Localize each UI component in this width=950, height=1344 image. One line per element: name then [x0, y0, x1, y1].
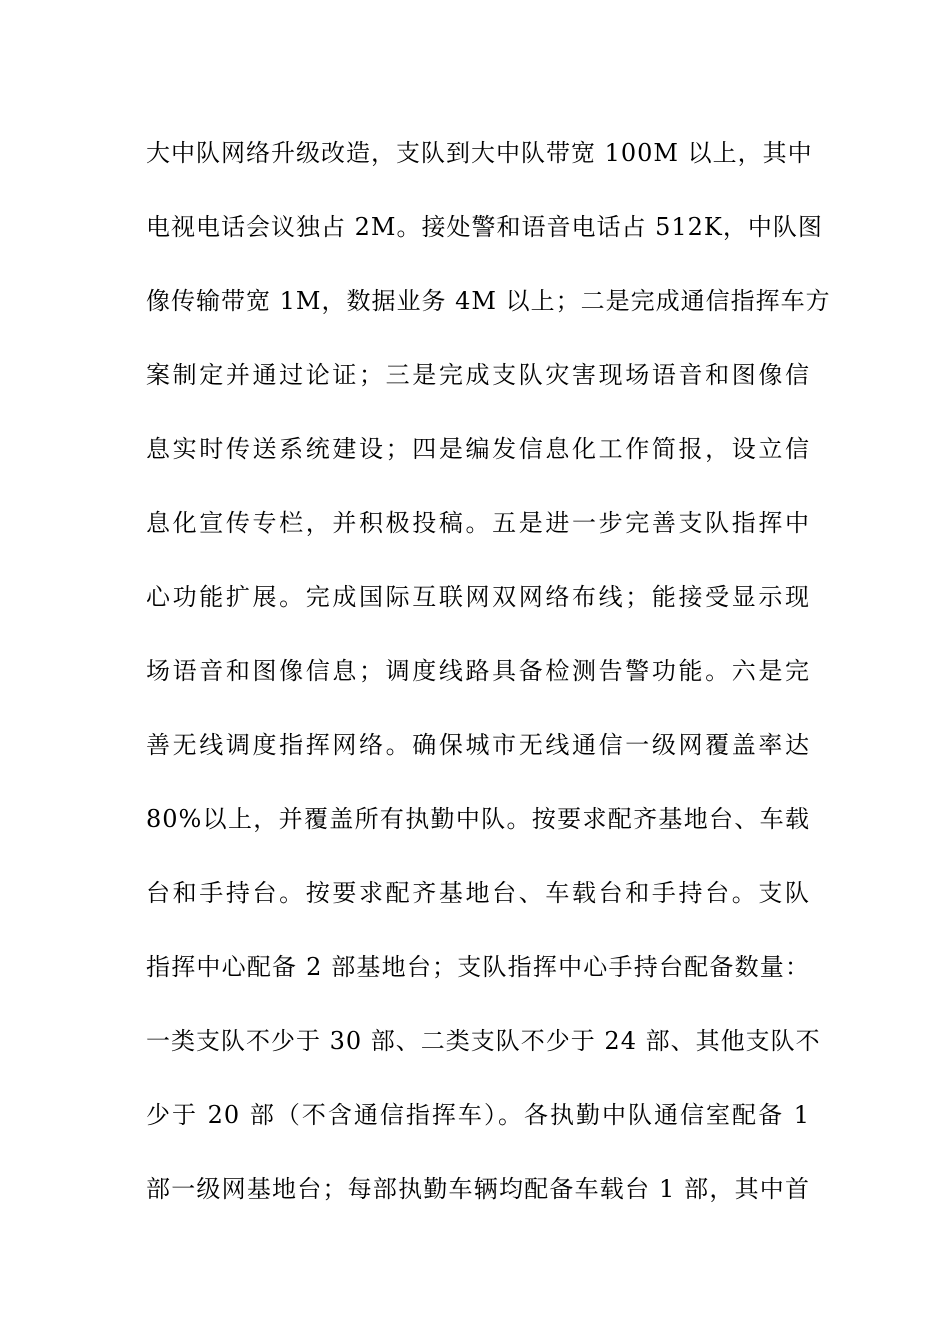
text-line: 大中队网络升级改造，支队到大中队带宽 100M 以上，其中: [146, 139, 813, 167]
text-line: 心功能扩展。完成国际互联网双网络布线；能接受显示现: [146, 583, 810, 611]
text-line: 80%以上，并覆盖所有执勤中队。按要求配齐基地台、车载: [146, 805, 810, 833]
text-line: 息化宣传专栏，并积极投稿。五是进一步完善支队指挥中: [146, 509, 810, 537]
text-line: 部一级网基地台；每部执勤车辆均配备车载台 1 部，其中首: [146, 1175, 810, 1203]
text-line: 一类支队不少于 30 部、二类支队不少于 24 部、其他支队不: [146, 1027, 821, 1055]
text-line: 善无线调度指挥网络。确保城市无线通信一级网覆盖率达: [146, 731, 810, 759]
text-line: 台和手持台。按要求配齐基地台、车载台和手持台。支队: [146, 879, 810, 907]
text-line: 电视电话会议独占 2M。接处警和语音电话占 512K，中队图: [146, 213, 823, 241]
text-line: 像传输带宽 1M，数据业务 4M 以上；二是完成通信指挥车方: [146, 287, 831, 315]
text-line: 少于 20 部（不含通信指挥车）。各执勤中队通信室配备 1: [146, 1101, 810, 1129]
text-line: 案制定并通过论证；三是完成支队灾害现场语音和图像信: [146, 361, 810, 389]
text-line: 场语音和图像信息；调度线路具备检测告警功能。六是完: [146, 657, 810, 685]
text-line: 指挥中心配备 2 部基地台；支队指挥中心手持台配备数量：: [146, 953, 810, 981]
text-line: 息实时传送系统建设；四是编发信息化工作简报，设立信: [146, 435, 810, 463]
body-text: [146, 128, 831, 1238]
